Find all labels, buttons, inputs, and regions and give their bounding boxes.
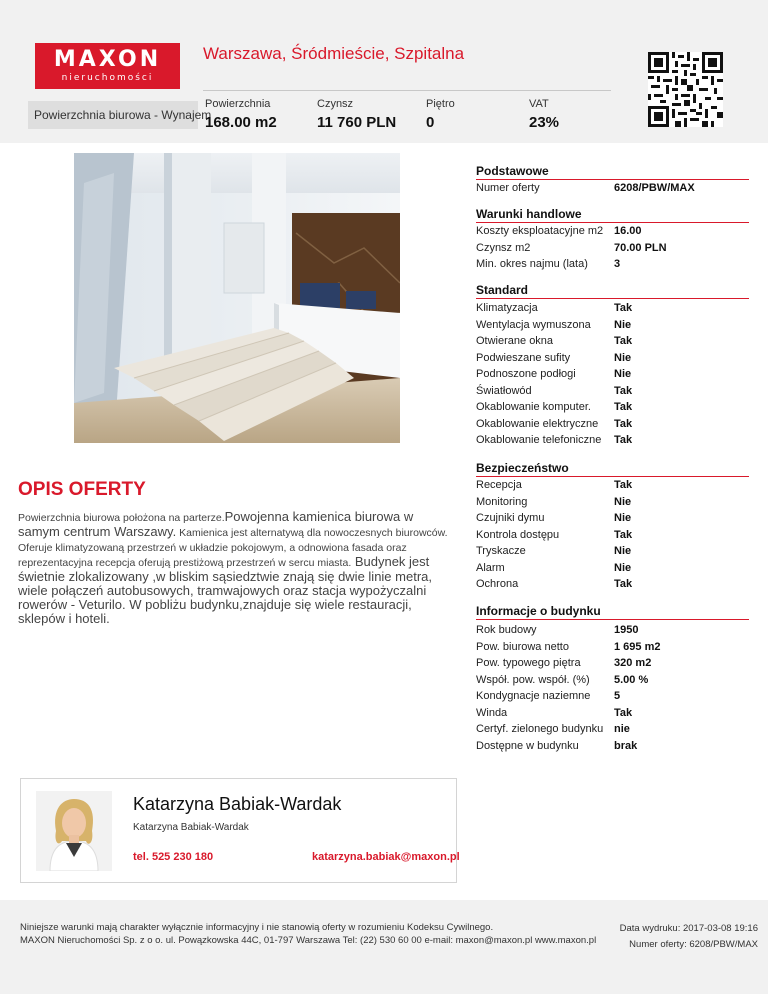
detail-value: 5.00 % bbox=[614, 673, 649, 686]
detail-value: 1 695 m2 bbox=[614, 640, 661, 653]
detail-key: Min. okres najmu (lata) bbox=[476, 258, 588, 270]
footer-meta bbox=[620, 921, 758, 953]
detail-key: Klimatyzacja bbox=[476, 302, 538, 314]
description-part: Kamienica jest alternatywą dla nowoczesnych biurowców. Oferuje klimatyzowaną przestrzeń w układzie pokojowym, a odnowiona fasada oraz reprezentacyjna recepcja oferują prestiżową przestrzeń w sercu miasta. bbox=[18, 527, 448, 569]
section-security-rows bbox=[476, 477, 756, 593]
section-title: Warunki handlowe bbox=[476, 207, 582, 221]
detail-key: Tryskacze bbox=[476, 545, 526, 557]
office-lobby-photo[interactable] bbox=[74, 153, 400, 443]
detail-row bbox=[476, 477, 756, 494]
detail-value: brak bbox=[614, 739, 638, 752]
detail-key: Ochrona bbox=[476, 578, 519, 590]
detail-row bbox=[476, 399, 756, 416]
detail-row bbox=[476, 317, 756, 334]
detail-value: Tak bbox=[614, 384, 633, 397]
agent-name: Katarzyna Babiak-Wardak bbox=[133, 794, 342, 814]
detail-key: Numer oferty bbox=[476, 182, 540, 194]
agent-email-link[interactable]: katarzyna.babiak@maxon.pl bbox=[312, 851, 460, 863]
section-terms-rows bbox=[476, 223, 756, 273]
detail-value: Tak bbox=[614, 706, 633, 719]
detail-value: Nie bbox=[614, 561, 632, 574]
detail-value: Tak bbox=[614, 335, 633, 347]
detail-row bbox=[476, 639, 756, 656]
stat-value: 0 bbox=[426, 114, 435, 131]
detail-row bbox=[476, 738, 756, 755]
detail-row bbox=[476, 672, 756, 689]
detail-key: Podwieszane sufity bbox=[476, 351, 571, 364]
footer-disclaimer bbox=[20, 921, 596, 947]
detail-value: 3 bbox=[614, 258, 621, 270]
section-building-rows bbox=[476, 622, 756, 754]
section-basic-rows bbox=[476, 180, 756, 197]
detail-key: Koszty eksploatacyjne m2 bbox=[476, 225, 604, 237]
detail-row bbox=[476, 688, 756, 705]
detail-key: Okablowanie telefoniczne bbox=[476, 434, 602, 446]
detail-row bbox=[476, 432, 756, 449]
detail-key: Światłowód bbox=[476, 384, 532, 397]
detail-key: Pow. typowego piętra bbox=[476, 657, 581, 669]
detail-key: Kondygnacje naziemne bbox=[476, 690, 591, 702]
detail-key: Dostępne w budynku bbox=[476, 739, 579, 752]
header-divider bbox=[203, 90, 611, 91]
description-part: Powojenna kamienica biurowa w samym centrum Warszawy. bbox=[18, 509, 414, 539]
description-part: Powierzchnia biurowa położona na parterze. bbox=[18, 512, 225, 524]
offer-location: Warszawa, Śródmieście, Szpitalna bbox=[203, 44, 465, 63]
stat-label: VAT bbox=[529, 98, 549, 110]
detail-value: 70.00 PLN bbox=[614, 241, 667, 254]
detail-value: Tak bbox=[614, 302, 633, 314]
print-date: Data wydruku: 2017-03-08 19:16 bbox=[619, 923, 758, 934]
agent-avatar bbox=[36, 791, 112, 871]
stat-value: 11 760 PLN bbox=[317, 114, 397, 131]
section-divider bbox=[476, 298, 749, 299]
section-divider bbox=[476, 619, 749, 620]
detail-row bbox=[476, 350, 756, 367]
detail-key: Alarm bbox=[476, 561, 505, 574]
detail-key: Otwierane okna bbox=[476, 335, 554, 347]
detail-key: Pow. biurowa netto bbox=[476, 640, 569, 653]
detail-value: 16.00 bbox=[614, 225, 642, 237]
logo-main-text: MAXON bbox=[53, 47, 162, 72]
detail-row bbox=[476, 366, 756, 383]
stat-value: 23% bbox=[529, 114, 560, 131]
detail-key: Okablowanie elektryczne bbox=[476, 417, 599, 430]
description-text bbox=[18, 510, 458, 626]
footer-line: MAXON Nieruchomości Sp. z o o. ul. Powązkowska 44C, 01-797 Warszawa Tel: (22) 530 60 00 e-mail: maxon@maxon.pl www.maxon.pl bbox=[20, 935, 597, 946]
description-title: OPIS OFERTY bbox=[18, 479, 146, 500]
detail-key: Podnoszone podłogi bbox=[476, 368, 576, 380]
detail-value: Tak bbox=[614, 417, 633, 430]
detail-key: Recepcja bbox=[476, 479, 522, 491]
detail-value: Tak bbox=[614, 528, 633, 541]
detail-key: Czynsz m2 bbox=[476, 241, 531, 254]
logo-sub-text: nieruchomości bbox=[61, 73, 154, 83]
detail-value: Tak bbox=[614, 578, 633, 590]
detail-value: Tak bbox=[614, 479, 633, 491]
detail-row bbox=[476, 383, 756, 400]
stat-label: Czynsz bbox=[317, 98, 354, 110]
detail-value: 5 bbox=[614, 690, 621, 702]
detail-row bbox=[476, 300, 756, 317]
detail-row bbox=[476, 622, 756, 639]
detail-row bbox=[476, 527, 756, 544]
stat-value: 168.00 m2 bbox=[205, 114, 277, 131]
detail-value: Nie bbox=[614, 368, 632, 380]
detail-value: 1950 bbox=[614, 624, 639, 636]
agent-subtitle: Katarzyna Babiak-Wardak bbox=[133, 822, 249, 833]
qr-code-icon[interactable] bbox=[648, 52, 723, 127]
detail-row bbox=[476, 494, 756, 511]
detail-value: Nie bbox=[614, 318, 632, 331]
detail-row bbox=[476, 333, 756, 350]
detail-value: Tak bbox=[614, 434, 633, 446]
detail-row bbox=[476, 240, 756, 257]
detail-value: Nie bbox=[614, 495, 632, 508]
section-title: Podstawowe bbox=[476, 164, 549, 178]
detail-row bbox=[476, 256, 756, 273]
detail-row bbox=[476, 721, 756, 738]
detail-row bbox=[476, 560, 756, 577]
detail-row bbox=[476, 510, 756, 527]
section-standard-rows bbox=[476, 300, 756, 449]
detail-value: Tak bbox=[614, 401, 633, 413]
stat-label: Piętro bbox=[426, 98, 455, 110]
section-title: Informacje o budynku bbox=[476, 604, 601, 618]
detail-row bbox=[476, 416, 756, 433]
detail-row bbox=[476, 705, 756, 722]
stat-area bbox=[205, 98, 277, 131]
detail-key: Monitoring bbox=[476, 495, 528, 508]
stat-label: Powierzchnia bbox=[205, 98, 271, 110]
detail-row bbox=[476, 543, 756, 560]
detail-row bbox=[476, 576, 756, 593]
stat-vat bbox=[529, 98, 559, 131]
detail-key: Kontrola dostępu bbox=[476, 528, 560, 541]
detail-key: Wentylacja wymuszona bbox=[476, 318, 591, 331]
detail-row bbox=[476, 655, 756, 672]
detail-value: nie bbox=[614, 723, 630, 735]
footer-offer-number: Numer oferty: 6208/PBW/MAX bbox=[629, 939, 758, 950]
detail-key: Okablowanie komputer. bbox=[476, 401, 591, 413]
detail-key: Winda bbox=[476, 706, 508, 719]
section-title: Standard bbox=[476, 283, 529, 297]
detail-key: Współ. pow. współ. (%) bbox=[476, 673, 590, 686]
description-part: Budynek jest świetnie zlokalizowany ,w bliskim sąsiedztwie znają się dwie linie metra, wiele połączeń autobusowych, tramwajowych oraz stacja wypożyczalni rowerów - Veturilo. W pobliżu budynku,znajduje się wiele restauracji, sklepów i hoteli. bbox=[18, 554, 432, 626]
detail-key: Certyf. zielonego budynku bbox=[476, 723, 604, 735]
stat-rent bbox=[317, 98, 396, 131]
agent-phone-link[interactable]: tel. 525 230 180 bbox=[133, 851, 214, 863]
property-type-badge: Powierzchnia biurowa - Wynajem bbox=[28, 101, 198, 129]
detail-key: Rok budowy bbox=[476, 624, 537, 636]
footer-line: Niniejsze warunki mają charakter wyłącznie informacyjny i nie stanowią oferty w rozumieniu Kodeksu Cywilnego. bbox=[20, 922, 494, 933]
detail-value: 6208/PBW/MAX bbox=[614, 182, 695, 194]
detail-value: 320 m2 bbox=[614, 657, 652, 669]
detail-value: Nie bbox=[614, 545, 632, 557]
detail-row bbox=[476, 223, 756, 240]
detail-key: Czujniki dymu bbox=[476, 512, 545, 524]
detail-value: Nie bbox=[614, 351, 632, 364]
maxon-logo[interactable] bbox=[35, 43, 180, 89]
stat-floor bbox=[426, 98, 455, 131]
detail-row bbox=[476, 180, 756, 197]
section-title: Bezpieczeństwo bbox=[476, 461, 569, 475]
detail-value: Nie bbox=[614, 512, 632, 524]
